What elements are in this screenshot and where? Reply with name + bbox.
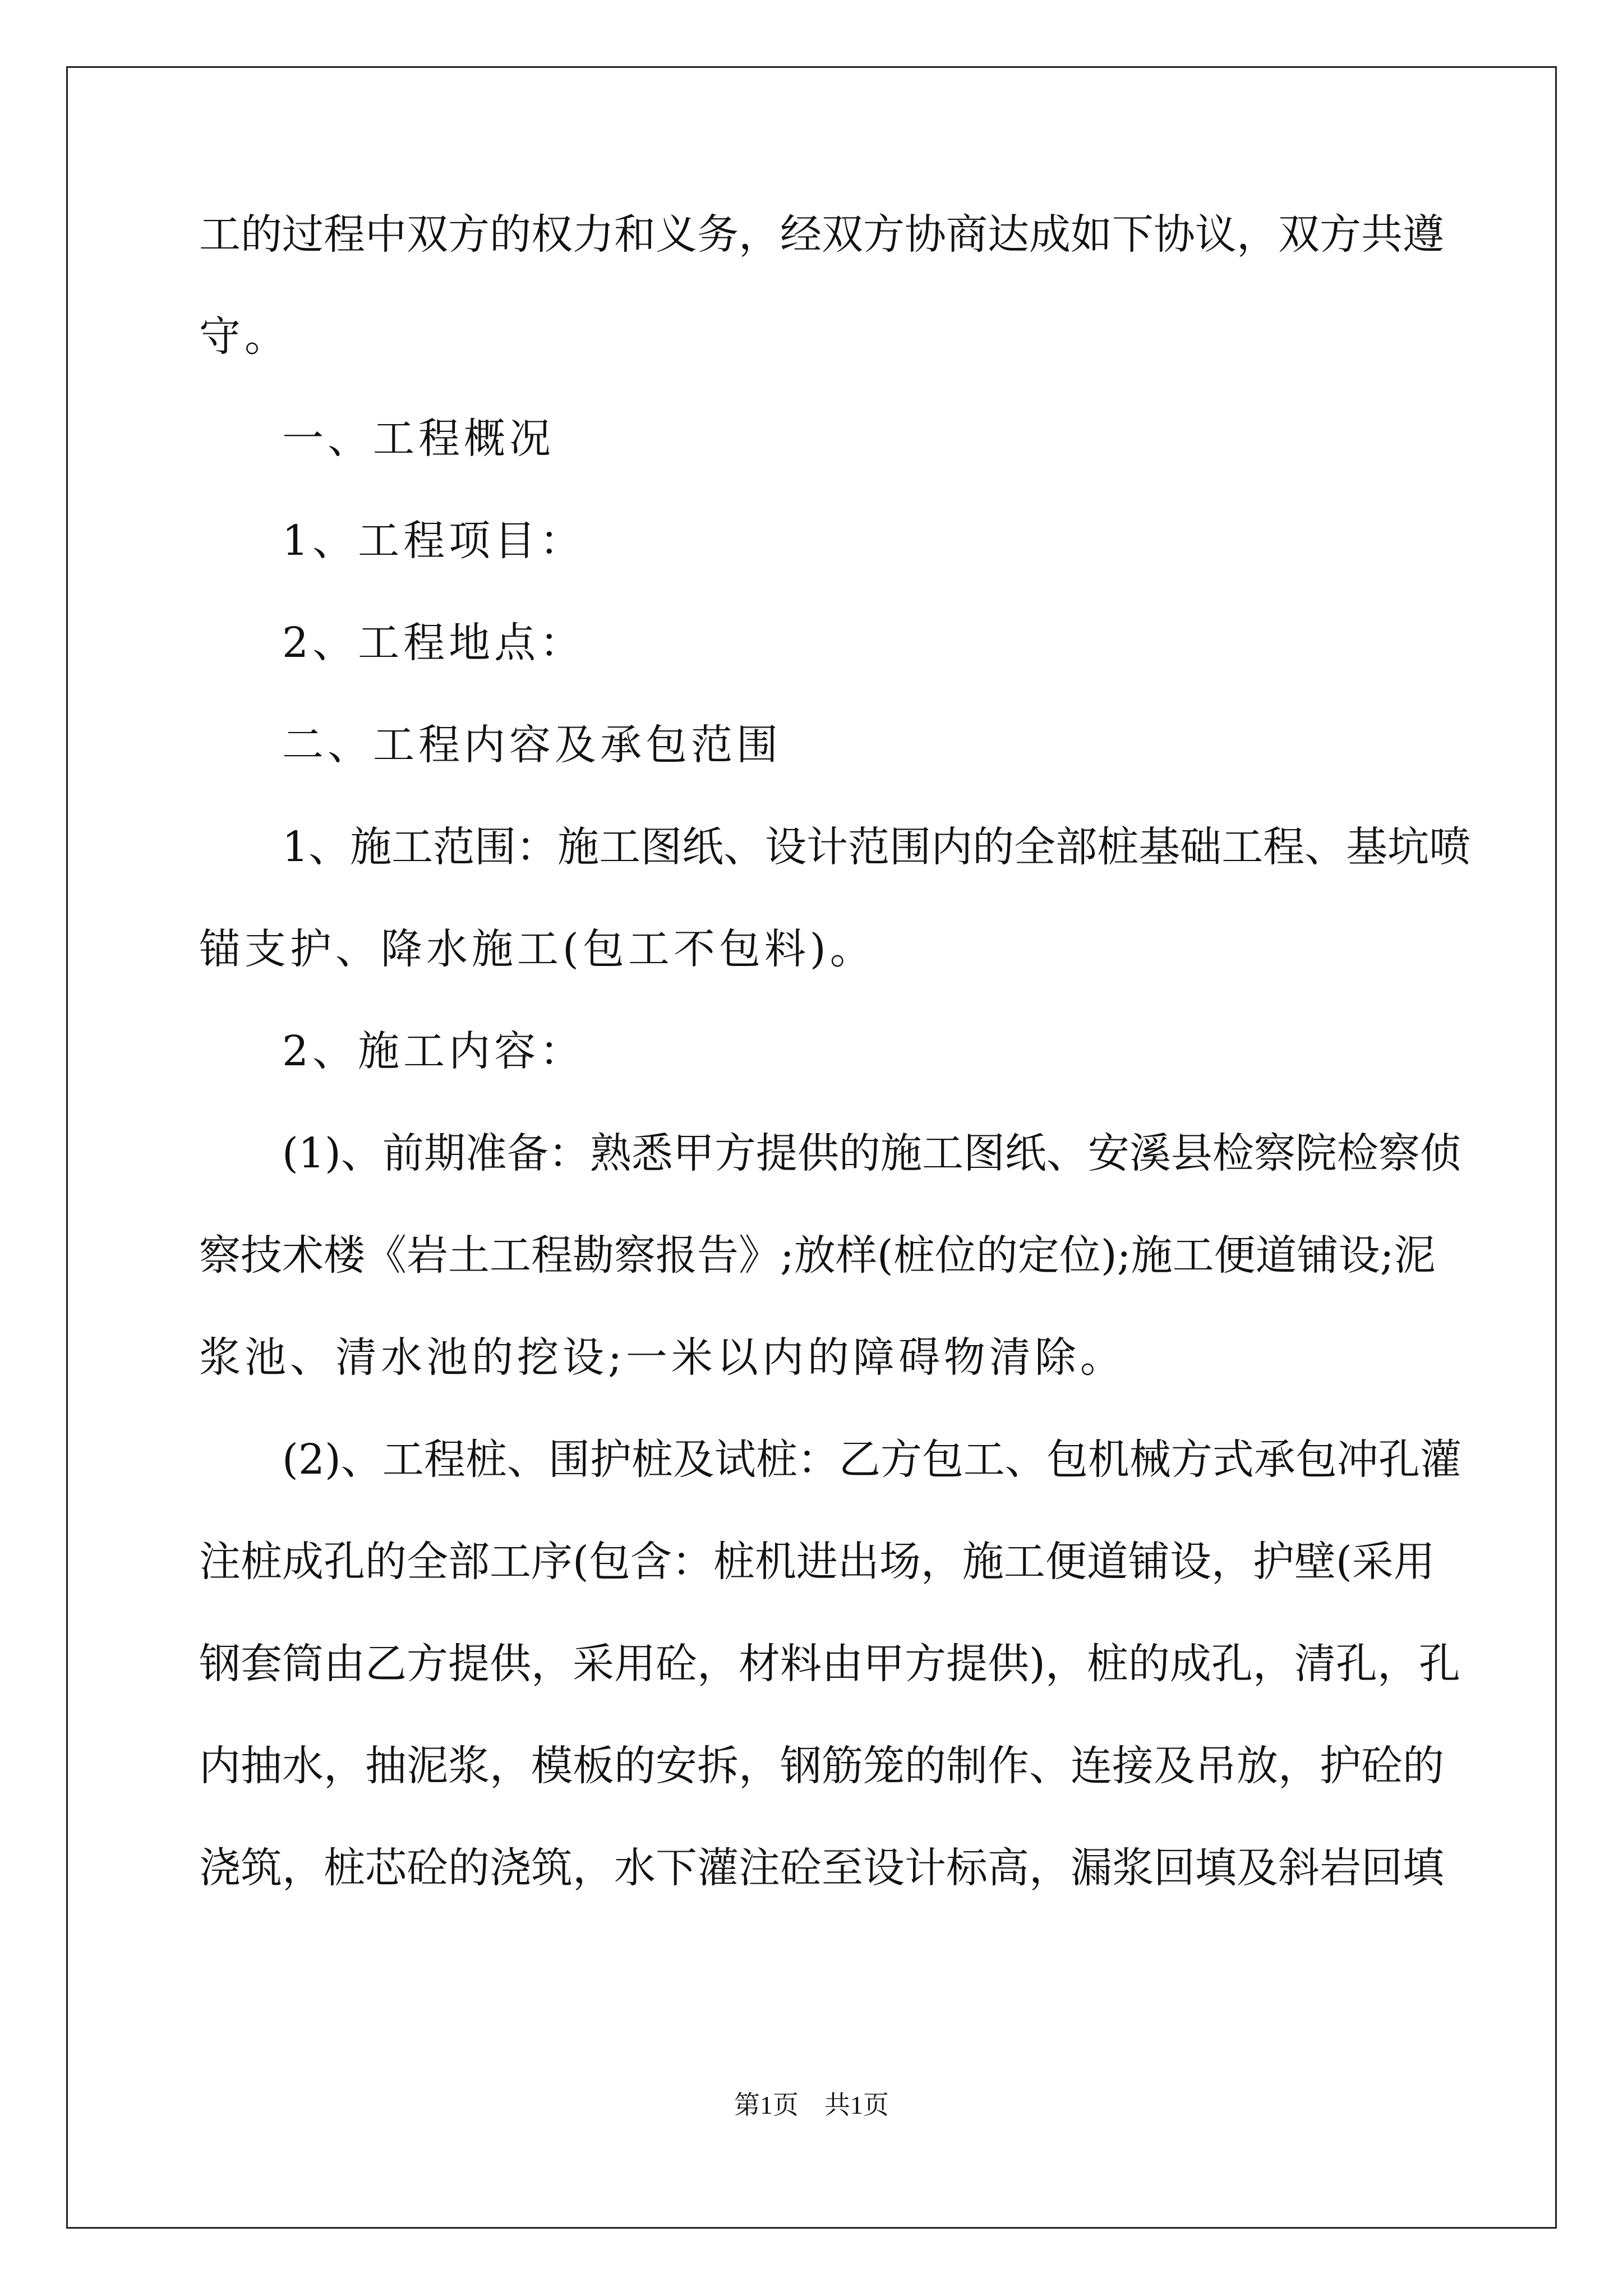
paragraph-line-2: 守。 <box>199 312 290 361</box>
subitem-1-line-2: 察技术楼《岩土工程勘察报告》;放样(桩位的定位);施工便道铺设;泥 <box>199 1231 1436 1280</box>
section-heading-1: 一、工程概况 <box>282 415 555 463</box>
subitem-2-line-1: (2)、工程桩、围护桩及试桩：乙方包工、包机械方式承包冲孔灌 <box>282 1435 1461 1484</box>
paragraph-line-1: 工的过程中双方的权力和义务，经双方协商达成如下协议，双方共遵 <box>199 210 1444 259</box>
item-project-name: 1、工程项目： <box>282 517 585 565</box>
subitem-2-line-5: 浇筑，桩芯砼的浇筑，水下灌注砼至设计标高，漏浆回填及斜岩回填 <box>199 1844 1444 1892</box>
item-scope-line-1: 1、施工范围：施工图纸、设计范围内的全部桩基础工程、基坑喷 <box>282 823 1471 871</box>
page-number-footer: 第1页 共1页 <box>734 2091 889 2119</box>
item-scope-line-2: 锚支护、降水施工(包工不包料)。 <box>199 925 875 973</box>
section-heading-2: 二、工程内容及承包范围 <box>282 721 782 769</box>
subitem-1-line-3: 浆池、清水池的挖设;一米以内的障碍物清除。 <box>199 1333 1126 1382</box>
item-project-location: 2、工程地点： <box>282 619 585 667</box>
subitem-2-line-4: 内抽水，抽泥浆，模板的安拆，钢筋笼的制作、连接及吊放，护砼的 <box>199 1742 1444 1790</box>
subitem-1-line-1: (1)、前期准备：熟悉甲方提供的施工图纸、安溪县检察院检察侦 <box>282 1129 1461 1177</box>
item-content-heading: 2、施工内容： <box>282 1027 585 1075</box>
subitem-2-line-2: 注桩成孔的全部工序(包含：桩机进出场，施工便道铺设，护壁(采用 <box>199 1538 1435 1586</box>
subitem-2-line-3: 钢套筒由乙方提供，采用砼，材料由甲方提供)，桩的成孔，清孔，孔 <box>199 1640 1460 1688</box>
